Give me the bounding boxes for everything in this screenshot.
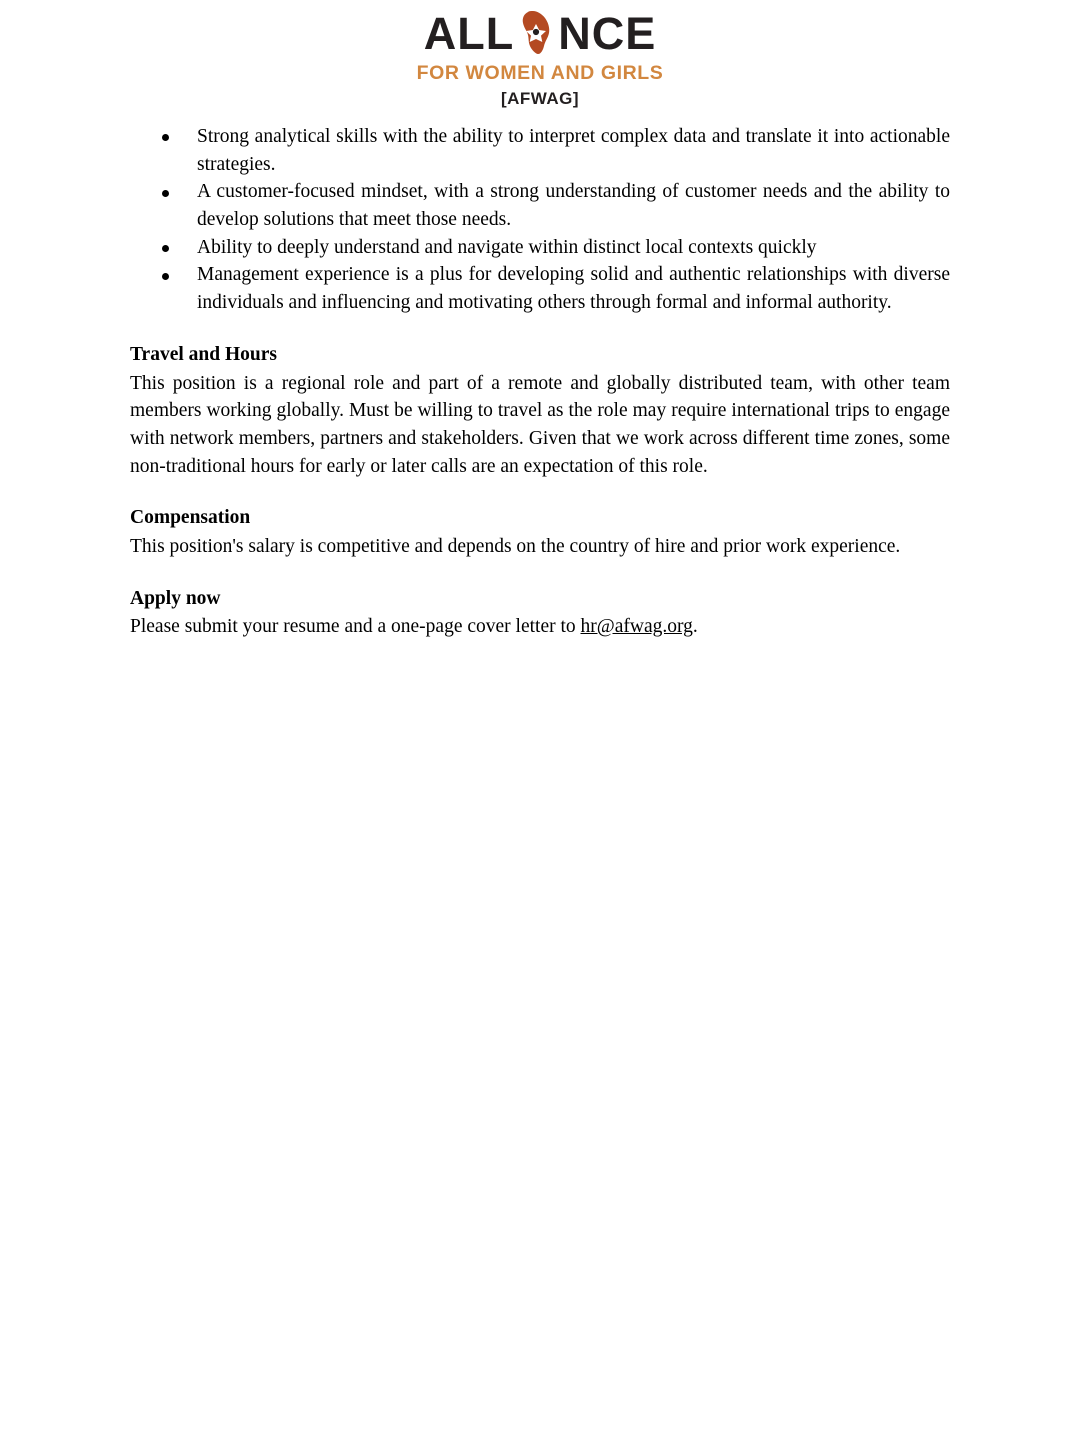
logo-wordmark	[423, 7, 657, 59]
list-item-text: Strong analytical skills with the ability to interpret complex data and translate it into actionable strategies.	[197, 126, 950, 175]
logo-word-right: NCE	[558, 7, 657, 59]
section-body: This position is a regional role and part of a remote and globally distributed team, with other team members working globally. Must be willing to travel as the role may require international trips to engage with network members, partners and stakeholders. Given that we work across different time zones, some non-traditional hours for early or later calls are an expectation of this role.	[130, 372, 950, 477]
section-body: This position's salary is competitive and depends on the country of hire and prior work experience.	[130, 535, 901, 557]
section-heading: Compensation	[130, 507, 251, 529]
apply-instructions	[130, 613, 950, 641]
section-heading: Travel and Hours	[130, 343, 277, 365]
list-item-text: Ability to deeply understand and navigate within distinct local contexts quickly	[197, 236, 817, 258]
bullet-icon	[162, 273, 169, 280]
bullet-icon	[162, 245, 169, 252]
apply-text-after: .	[692, 616, 698, 638]
bullet-icon	[162, 134, 169, 141]
logo-word-left: ALL	[423, 7, 515, 59]
list-item	[130, 234, 950, 262]
logo-acronym: [AFWAG]	[500, 89, 580, 108]
apply-text-before: Please submit your resume and a one-page cover letter to	[130, 616, 581, 638]
list-item	[130, 123, 950, 178]
list-item	[130, 178, 950, 233]
list-item-text: A customer-focused mindset, with a strong understanding of customer needs and the ability to develop solutions that meet those needs.	[197, 181, 950, 231]
document-content	[0, 109, 1080, 641]
bullet-icon	[162, 190, 169, 197]
africa-map-icon	[515, 10, 557, 56]
logo-subtitle: FOR WOMEN AND GIRLS	[416, 62, 664, 84]
section-heading: Apply now	[130, 587, 221, 609]
organization-logo	[0, 0, 1080, 109]
qualifications-list	[130, 123, 950, 317]
list-item-text: Management experience is a plus for developing solid and authentic relationships with diverse individuals and influencing and motivating others through formal and informal authority.	[197, 264, 950, 314]
section-compensation	[130, 504, 950, 560]
email-link[interactable]: hr@afwag.org	[580, 616, 693, 638]
section-travel-and-hours	[130, 341, 950, 480]
list-item	[130, 261, 950, 316]
section-apply-now	[130, 585, 950, 641]
